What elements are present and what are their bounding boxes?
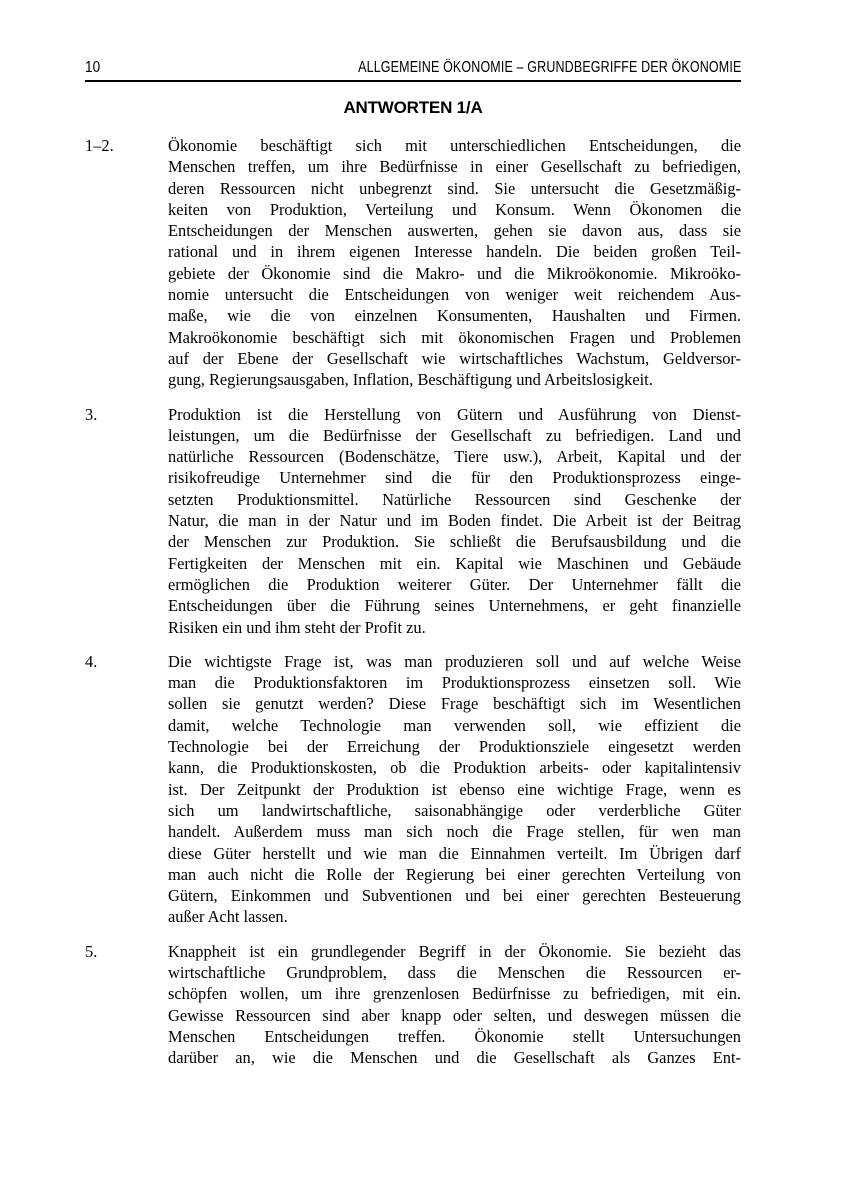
text-line: Gewisse Ressourcen sind aber knapp oder selten, und deswegen müssen die: [168, 1005, 741, 1025]
text-line: auf der Ebene der Gesellschaft wie wirtschaftliches Wachstum, Geldversor-: [168, 348, 741, 368]
text-line: leistungen, um die Bedürfnisse der Gesellschaft zu befriedigen. Land und: [168, 425, 741, 445]
text-line: Technologie bei der Erreichung der Produktionsziele eingesetzt werden: [168, 737, 741, 757]
text-line: risikofreudige Unternehmer sind die für den Produktionsprozess einge-: [168, 468, 741, 488]
text-line: darüber an, wie die Menschen und die Gesellschaft als Ganzes Ent-: [168, 1048, 741, 1068]
text-line: Produktion ist die Herstellung von Gütern und Ausführung von Dienst-: [168, 404, 741, 424]
text-line: damit, welche Technologie man verwenden soll, wie effizient die: [168, 715, 741, 735]
text-line: ist. Der Zeitpunkt der Produktion ist ebenso eine wichtige Frage, wenn es: [168, 779, 741, 799]
text-line: keiten von Produktion, Verteilung und Konsum. Wenn Ökonomen die: [168, 199, 741, 219]
answer-item: [85, 651, 741, 928]
text-line: Makroökonomie beschäftigt sich mit ökonomischen Fragen und Problemen: [168, 327, 741, 347]
text-line: ermöglichen die Produktion weiterer Güter. Der Unternehmer fällt die: [168, 574, 741, 594]
text-line: schöpfen wollen, um ihre grenzenlosen Bedürfnisse zu befriedigen, mit ein.: [168, 984, 741, 1004]
answer-text: [168, 404, 741, 638]
text-line: Fertigkeiten der Menschen mit ein. Kapital wie Maschinen und Gebäude: [168, 553, 741, 573]
running-header: ALLGEMEINE ÖKONOMIE – GRUNDBEGRIFFE DER ÖKONOMIE: [357, 59, 741, 76]
answer-number: 5.: [85, 941, 98, 961]
answer-number: 3.: [85, 404, 98, 424]
page-content: [85, 0, 741, 1081]
text-line: kann, die Produktionskosten, ob die Produktion arbeits- oder kapitalintensiv: [168, 758, 741, 778]
text-line: gung, Regierungsausgaben, Inflation, Beschäftigung und Arbeitslosigkeit.: [168, 370, 653, 390]
text-line: sollen sie genutzt werden? Diese Frage beschäftigt sich im Wesentlichen: [168, 694, 741, 714]
answer-item: [85, 941, 741, 1069]
answers-list: [85, 135, 741, 1068]
text-line: sich um landwirtschaftliche, saisonabhängige oder verderbliche Güter: [168, 800, 741, 820]
page-header: [85, 0, 741, 82]
text-line: handelt. Außerdem muss man sich noch die Frage stellen, für wen man: [168, 822, 741, 842]
answer-number: 1–2.: [85, 136, 114, 155]
text-line: diese Güter herstellt und wie man die Einnahmen verteilt. Im Übrigen darf: [168, 843, 741, 863]
answer-number: 4.: [85, 651, 98, 671]
text-line: wirtschaftliche Grundproblem, dass die Menschen die Ressourcen er-: [168, 962, 741, 982]
text-line: Ökonomie beschäftigt sich mit unterschiedlichen Entscheidungen, die: [168, 136, 741, 155]
text-line: maße, wie die von einzelnen Konsumenten, Haushalten und Firmen.: [168, 306, 741, 326]
text-line: nomie untersucht die Entscheidungen von weniger weit reichendem Aus-: [168, 285, 741, 305]
text-line: Entscheidungen der Menschen auswerten, gehen sie davon aus, dass sie: [168, 221, 741, 241]
page-number: 10: [85, 59, 101, 76]
answer-item: [85, 135, 741, 391]
text-line: außer Acht lassen.: [168, 907, 288, 927]
text-line: Menschen Entscheidungen treffen. Ökonomie stellt Untersuchungen: [168, 1026, 741, 1046]
text-line: setzten Produktionsmittel. Natürliche Ressourcen sind Geschenke der: [168, 489, 741, 509]
answer-text: [168, 135, 741, 391]
text-line: man die Produktionsfaktoren im Produktionsprozess einsetzen soll. Wie: [168, 673, 741, 693]
text-line: natürliche Ressourcen (Bodenschätze, Tiere usw.), Arbeit, Kapital und der: [168, 447, 741, 467]
text-line: Natur, die man in der Natur und im Boden findet. Die Arbeit ist der Beitrag: [168, 511, 741, 531]
text-line: deren Ressourcen nicht unbegrenzt sind. Sie untersucht die Gesetzmäßig-: [168, 178, 741, 198]
text-line: Risiken ein und ihm steht der Profit zu.: [168, 617, 426, 637]
text-line: rational und in ihrem eigenen Interesse handeln. Die beiden großen Teil-: [168, 242, 741, 262]
text-line: Gütern, Einkommen und Subventionen und bei einer gerechten Besteuerung: [168, 886, 741, 906]
text-line: Knappheit ist ein grundlegender Begriff in der Ökonomie. Sie bezieht das: [168, 941, 741, 961]
text-line: man auch nicht die Rolle der Regierung bei einer gerechten Verteilung von: [168, 864, 741, 884]
text-line: Menschen treffen, um ihre Bedürfnisse in einer Gesellschaft zu befriedigen,: [168, 157, 741, 177]
answer-text: [168, 941, 741, 1069]
answer-text: [168, 651, 741, 928]
text-line: der Menschen zur Produktion. Sie schließt die Berufsausbildung und die: [168, 532, 741, 552]
text-line: Entscheidungen über die Führung seines Unternehmens, er geht finanzielle: [168, 596, 741, 616]
text-line: Die wichtigste Frage ist, was man produzieren soll und auf welche Weise: [168, 651, 741, 671]
text-line: gebiete der Ökonomie sind die Makro- und die Mikroökonomie. Mikroöko-: [168, 263, 741, 283]
page-title: ANTWORTEN 1/A: [343, 98, 483, 117]
answer-item: [85, 404, 741, 638]
